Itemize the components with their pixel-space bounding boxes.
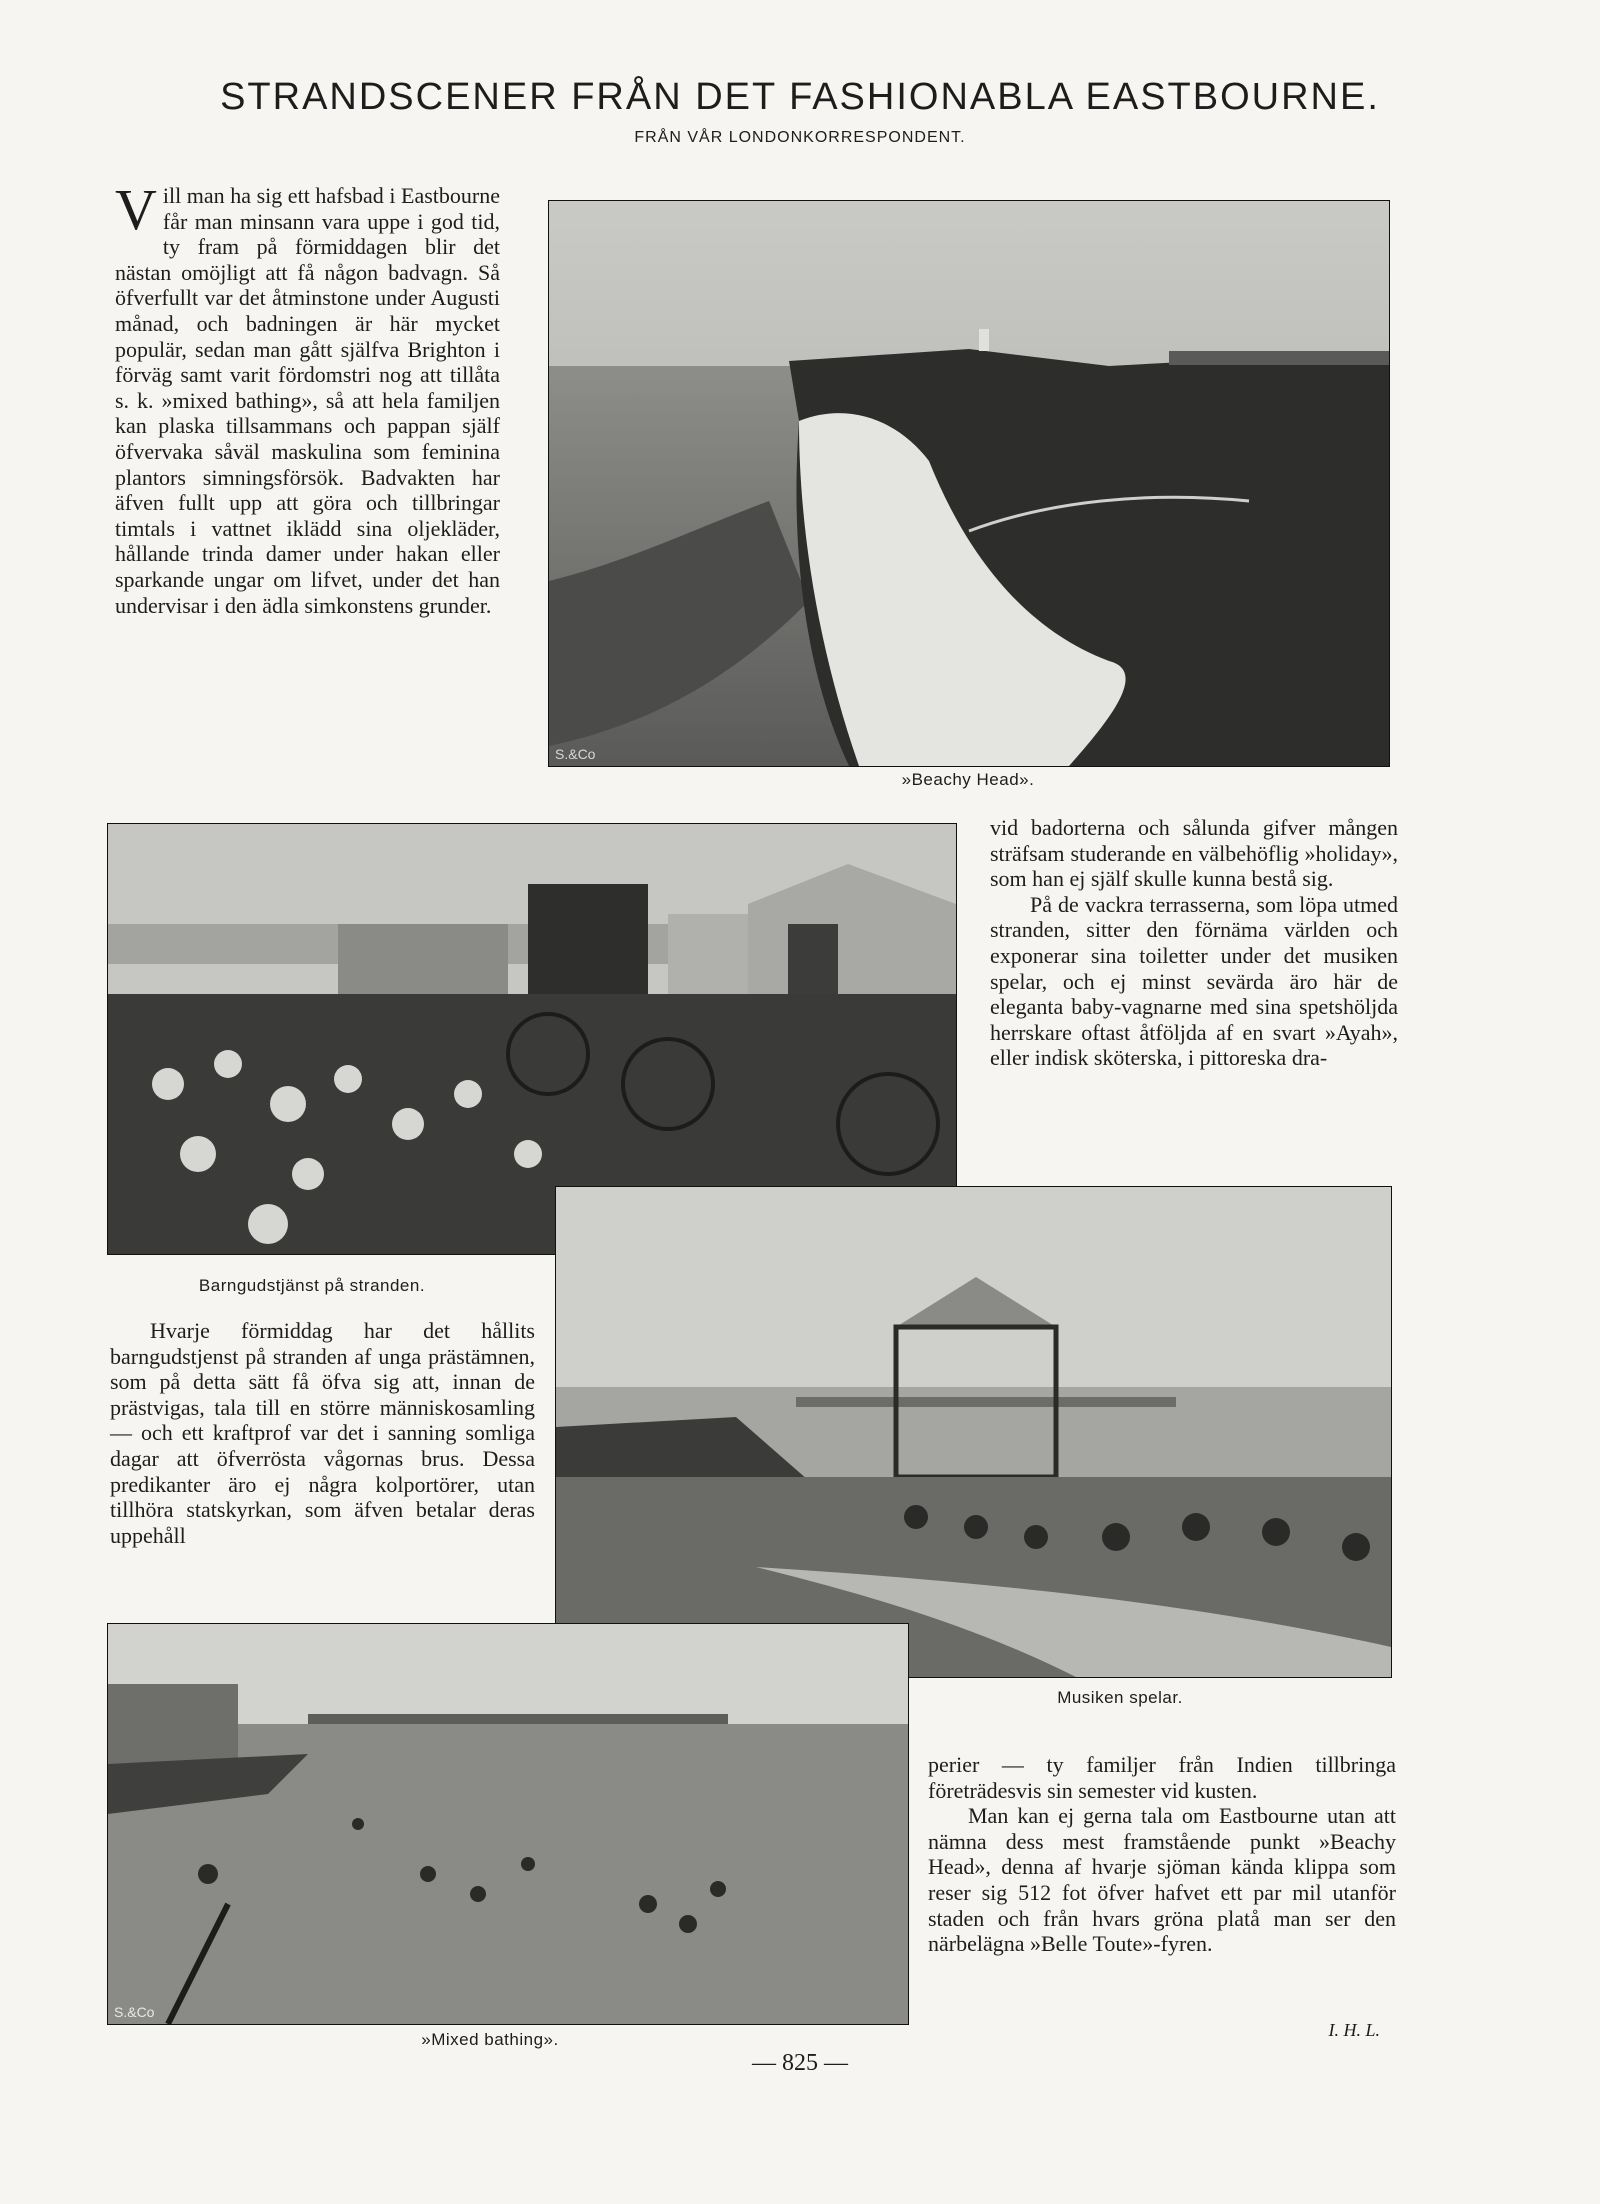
- right-upper-paragraph-2: På de vackra terrasserna, som löpa utmed stranden, sitter den förnäma världen och exponerar sina toiletter under det musiken spelar, och ej minst sevärda äro här de eleganta baby-vagnarne med sina spetshöljda herrskare oftast åtföljda af en svart »Ayah», eller indisk sköterska, i pittoreska dra-: [990, 891, 1398, 1071]
- right-lower-paragraph-2: Man kan ej gerna tala om Eastbourne utan att nämna dess mest framstående punkt »Beachy Head», denna af hvarje sjöman kända klippa som reser sig 512 fot öfver hafvet ett par mil utanför staden och från hvars gröna platå man ser den närbelägna »Belle Toute»-fyren.: [928, 1803, 1396, 1957]
- left-middle-column: [110, 1318, 535, 1548]
- mixed-bathing-caption: »Mixed bathing».: [421, 2030, 559, 2049]
- drop-cap: V: [115, 177, 157, 242]
- right-lower-column: [928, 1752, 1396, 1957]
- right-upper-column: [990, 815, 1398, 1071]
- intro-column: [115, 177, 500, 618]
- beachy-head-photo: [548, 200, 1390, 767]
- intro-paragraph: [115, 177, 500, 618]
- barngudstjanst-caption: Barngudstjänst på stranden.: [198, 1276, 426, 1295]
- right-lower-paragraph-1: perier — ty familjer från Indien tillbringa företrädesvis sin semester vid kusten.: [928, 1752, 1396, 1803]
- article-subtitle: FRÅN VÅR LONDONKORRESPONDENT.: [634, 129, 966, 146]
- beachy-head-caption: »Beachy Head».: [901, 770, 1035, 789]
- photo-credit-mixed: S.&Co: [114, 2004, 155, 2020]
- author-signature: I. H. L.: [1328, 2020, 1380, 2040]
- page-number: — 825 —: [752, 2050, 848, 2076]
- intro-text: ill man ha sig ett hafsbad i Eastbourne får man minsann vara uppe i god tid, ty fram på förmiddagen blir det nästan omöjligt att få någon badvagn. Så öfverfullt var det åtminstone under Augusti månad, och badningen är här mycket populär, sedan man gått själfva Brighton i förväg samt varit fördomstri nog att tillåta s. k. »mixed bathing», så att hela familjen kan plaska tillsammans och pappan själf öfvervaka såväl maskulina som feminina plantors simningsförsök. Badvakten har äfven fullt upp att göra och tillbringar timtals i vattnet iklädd sina oljekläder, hållande trinda damer under hakan eller sparkande ungar om lifvet, under det han undervisar i den ädla simkonstens grunder.: [115, 183, 500, 618]
- musiken-spelar-photo: [555, 1186, 1392, 1678]
- article-title: STRANDSCENER FRÅN DET FASHIONABLA EASTBOURNE.: [220, 76, 1380, 118]
- musiken-spelar-caption: Musiken spelar.: [1057, 1688, 1183, 1707]
- right-upper-paragraph-1: vid badorterna och sålunda gifver mången sträfsam studerande en välbehöflig »holiday», som han ej själf skulle kunna bestå sig.: [990, 815, 1398, 892]
- photo-credit: S.&Co: [555, 746, 596, 762]
- left-middle-paragraph: Hvarje förmiddag har det hållits barngudstjenst på stranden af unga prästämnen, som på detta sätt få öfva sig att, innan de prästvigas, tala till en större människosamling — och ett kraftprof var det i sanning somliga dagar att öfverrösta vågornas brus. Dessa predikanter äro ej några kolportörer, utan tillhöra statskyrkan, som äfven betalar deras uppehåll: [110, 1318, 535, 1548]
- mixed-bathing-photo: [107, 1623, 909, 2025]
